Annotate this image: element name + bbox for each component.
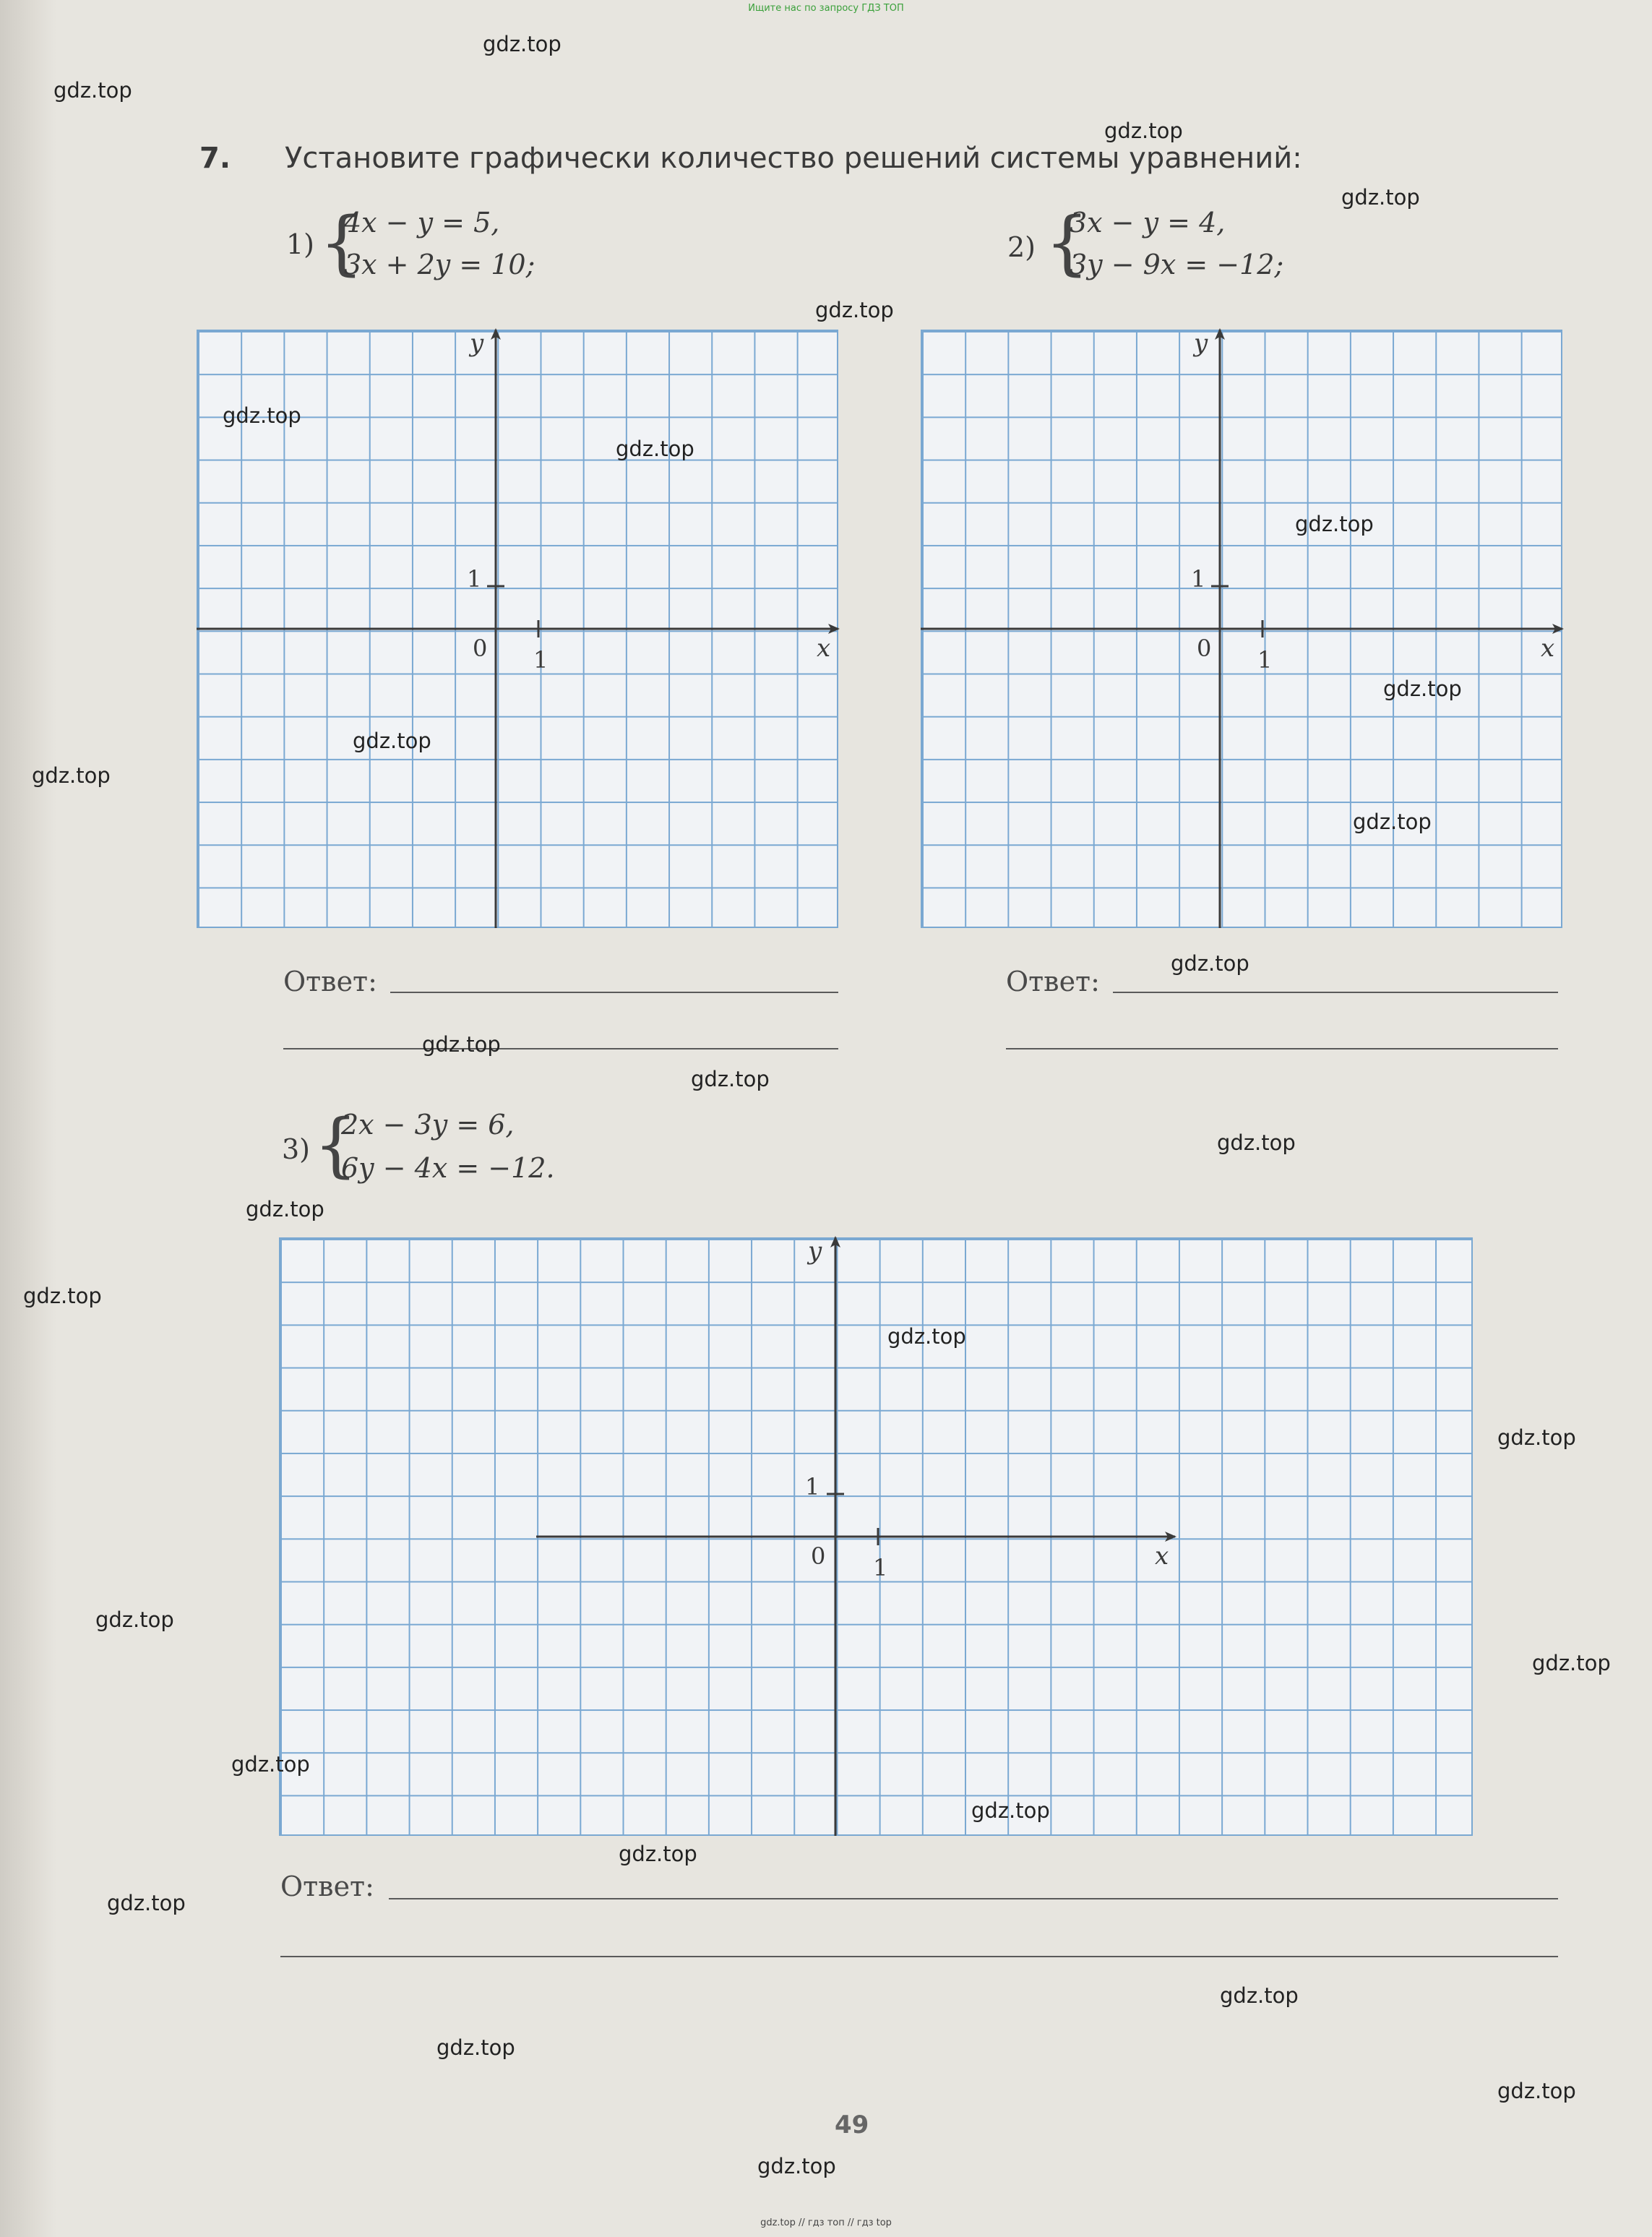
y-unit-label-1: 1 xyxy=(467,565,482,593)
watermark: gdz.top xyxy=(757,2154,836,2178)
watermark: gdz.top xyxy=(231,1752,310,1777)
x-unit-label-1: 1 xyxy=(533,646,548,674)
origin-label-2: 0 xyxy=(1197,635,1212,662)
watermark: gdz.top xyxy=(1497,2079,1576,2103)
axes-2 xyxy=(921,330,1562,928)
answer-label-2: Ответ: xyxy=(1006,966,1100,997)
origin-label-1: 0 xyxy=(473,635,488,662)
watermark: gdz.top xyxy=(353,729,431,753)
watermark: gdz.top xyxy=(1353,810,1432,834)
system-3-brace: { xyxy=(314,1104,358,1185)
x-unit-label-3: 1 xyxy=(873,1554,888,1581)
watermark: gdz.top xyxy=(107,1891,186,1915)
system-3-label: 3) xyxy=(282,1133,311,1165)
page-number: 49 xyxy=(835,2111,869,2139)
x-axis-label-1: x xyxy=(817,634,831,663)
watermark: gdz.top xyxy=(971,1798,1050,1823)
watermark: gdz.top xyxy=(691,1067,770,1091)
top-banner: Ищите нас по запросу ГДЗ ТОП xyxy=(748,3,904,14)
watermark: gdz.top xyxy=(1104,119,1183,143)
watermark: gdz.top xyxy=(32,763,111,788)
answer-line-3a[interactable] xyxy=(389,1898,1558,1899)
system-3 xyxy=(282,1106,585,1200)
watermark: gdz.top xyxy=(1341,185,1420,210)
watermark: gdz.top xyxy=(246,1197,324,1221)
watermark: gdz.top xyxy=(616,437,694,461)
answer-line-2b[interactable] xyxy=(1006,1048,1558,1049)
system-1-label: 1) xyxy=(286,228,315,260)
bottom-banner: gdz.top // гдз топ // гдз top xyxy=(760,2217,892,2228)
system-3-eq1: 2x − 3y = 6, xyxy=(341,1109,515,1141)
system-2-eq2: 3y − 9x = −12; xyxy=(1070,249,1284,280)
watermark: gdz.top xyxy=(1217,1130,1296,1155)
watermark: gdz.top xyxy=(223,403,301,428)
y-unit-label-3: 1 xyxy=(805,1473,820,1500)
watermark: gdz.top xyxy=(1383,677,1462,701)
system-1-brace: { xyxy=(319,202,364,283)
x-unit-label-2: 1 xyxy=(1257,646,1273,674)
y-axis-label-1: y xyxy=(470,329,484,358)
watermark: gdz.top xyxy=(436,2035,515,2060)
y-axis-label-2: y xyxy=(1194,329,1208,358)
watermark: gdz.top xyxy=(23,1284,102,1308)
system-2-label: 2) xyxy=(1007,231,1036,263)
y-unit-label-2: 1 xyxy=(1191,565,1206,593)
watermark: gdz.top xyxy=(1295,512,1374,536)
system-2-eq1: 3x − y = 4, xyxy=(1070,207,1226,239)
watermark: gdz.top xyxy=(887,1324,966,1349)
y-axis-label-3: y xyxy=(808,1237,822,1266)
system-1-eq1: 4x − y = 5, xyxy=(344,207,500,239)
watermark: gdz.top xyxy=(95,1607,174,1632)
watermark: gdz.top xyxy=(619,1842,697,1866)
watermark: gdz.top xyxy=(1171,951,1249,976)
watermark: gdz.top xyxy=(1497,1425,1576,1450)
answer-label-1: Ответ: xyxy=(283,966,377,997)
task-number: 7. xyxy=(199,142,231,175)
watermark: gdz.top xyxy=(1220,1983,1299,2008)
origin-label-3: 0 xyxy=(811,1542,826,1570)
answer-line-2a[interactable] xyxy=(1113,992,1558,993)
answer-line-3b[interactable] xyxy=(280,1956,1558,1957)
watermark: gdz.top xyxy=(422,1032,501,1057)
system-1-eq2: 3x + 2y = 10; xyxy=(344,249,535,280)
watermark: gdz.top xyxy=(1532,1651,1611,1675)
system-3-eq2: 6y − 4x = −12. xyxy=(341,1152,555,1184)
answer-line-1a[interactable] xyxy=(390,992,838,993)
axes-3 xyxy=(279,1237,1473,1836)
task-title: Установите графически количество решений системы уравнений: xyxy=(285,142,1302,175)
system-1 xyxy=(286,204,590,298)
answer-line-1b[interactable] xyxy=(283,1048,838,1049)
watermark: gdz.top xyxy=(53,78,132,103)
x-axis-label-3: x xyxy=(1155,1542,1169,1571)
page-binding-edge xyxy=(0,0,56,2237)
watermark: gdz.top xyxy=(815,298,894,322)
watermark: gdz.top xyxy=(483,32,562,56)
system-2-brace: { xyxy=(1045,202,1090,283)
x-axis-label-2: x xyxy=(1541,634,1555,663)
answer-label-3: Ответ: xyxy=(280,1871,374,1902)
system-2 xyxy=(1007,204,1311,298)
